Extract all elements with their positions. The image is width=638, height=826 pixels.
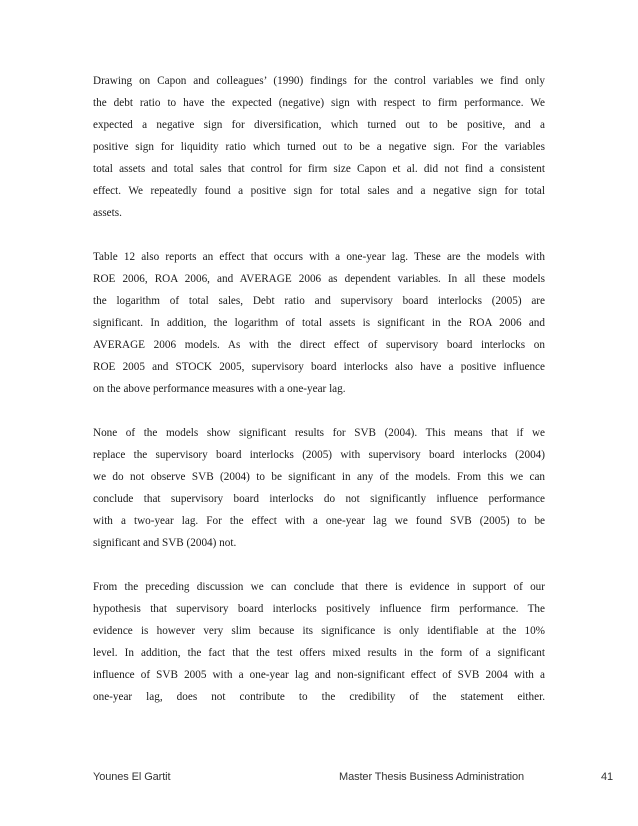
text-line: Table 12 also reports an effect that occurs with a one-year lag. These are the models with bbox=[93, 251, 545, 263]
text-line: None of the models show significant results for SVB (2004). This means that if we bbox=[93, 427, 545, 439]
text-line: we do not observe SVB (2004) to be significant in any of the models. From this we can bbox=[93, 471, 545, 483]
body-text bbox=[93, 70, 545, 730]
text-line: influence of SVB 2005 with a one-year lag and non-significant effect of SVB 2004 with a bbox=[93, 669, 545, 681]
text-line: Drawing on Capon and colleagues’ (1990) findings for the control variables we find only bbox=[93, 75, 545, 87]
text-line: the logarithm of total sales, Debt ratio and supervisory board interlocks (2005) are bbox=[93, 295, 545, 307]
text-line: expected a negative sign for diversification, which turned out to be positive, and a bbox=[93, 119, 545, 131]
text-line: hypothesis that supervisory board interlocks positively influence firm performance. The bbox=[93, 603, 545, 615]
text-line: significant and SVB (2004) not. bbox=[93, 537, 237, 549]
text-line: ROE 2005 and STOCK 2005, supervisory board interlocks also have a positive influence bbox=[93, 361, 545, 373]
text-line: evidence is however very slim because its significance is only identifiable at the 10% bbox=[93, 625, 545, 637]
paragraph-3 bbox=[93, 422, 545, 554]
page-footer bbox=[93, 771, 613, 787]
paragraph-1 bbox=[93, 70, 545, 224]
paragraph-2 bbox=[93, 246, 545, 400]
text-line: with a two-year lag. For the effect with a one-year lag we found SVB (2005) to be bbox=[93, 515, 545, 527]
page-number: 41 bbox=[600, 771, 613, 783]
text-line: significant. In addition, the logarithm of total assets is significant in the ROA 2006 and bbox=[93, 317, 545, 329]
text-line: assets. bbox=[93, 207, 122, 219]
text-line: one-year lag, does not contribute to the credibility of the statement either. bbox=[93, 691, 545, 703]
text-line: From the preceding discussion we can conclude that there is evidence in support of our bbox=[93, 581, 545, 593]
text-line: ROE 2006, ROA 2006, and AVERAGE 2006 as dependent variables. In all these models bbox=[93, 273, 545, 285]
text-line: conclude that supervisory board interlocks do not significantly influence performance bbox=[93, 493, 545, 505]
text-line: level. In addition, the fact that the test offers mixed results in the form of a significant bbox=[93, 647, 545, 659]
footer-title: Master Thesis Business Administration bbox=[339, 771, 525, 783]
footer-author: Younes El Gartit bbox=[93, 771, 171, 783]
text-line: on the above performance measures with a one-year lag. bbox=[93, 383, 346, 395]
text-line: total assets and total sales that control for firm size Capon et al. did not find a consistent bbox=[93, 163, 545, 175]
text-line: effect. We repeatedly found a positive sign for total sales and a negative sign for total bbox=[93, 185, 545, 197]
text-line: replace the supervisory board interlocks (2005) with supervisory board interlocks (2004) bbox=[93, 449, 545, 461]
text-line: the debt ratio to have the expected (negative) sign with respect to firm performance. We bbox=[93, 97, 545, 109]
text-line: positive sign for liquidity ratio which turned out to be a negative sign. For the variables bbox=[93, 141, 545, 153]
paragraph-4 bbox=[93, 576, 545, 708]
text-line: AVERAGE 2006 models. As with the direct effect of supervisory board interlocks on bbox=[93, 339, 545, 351]
